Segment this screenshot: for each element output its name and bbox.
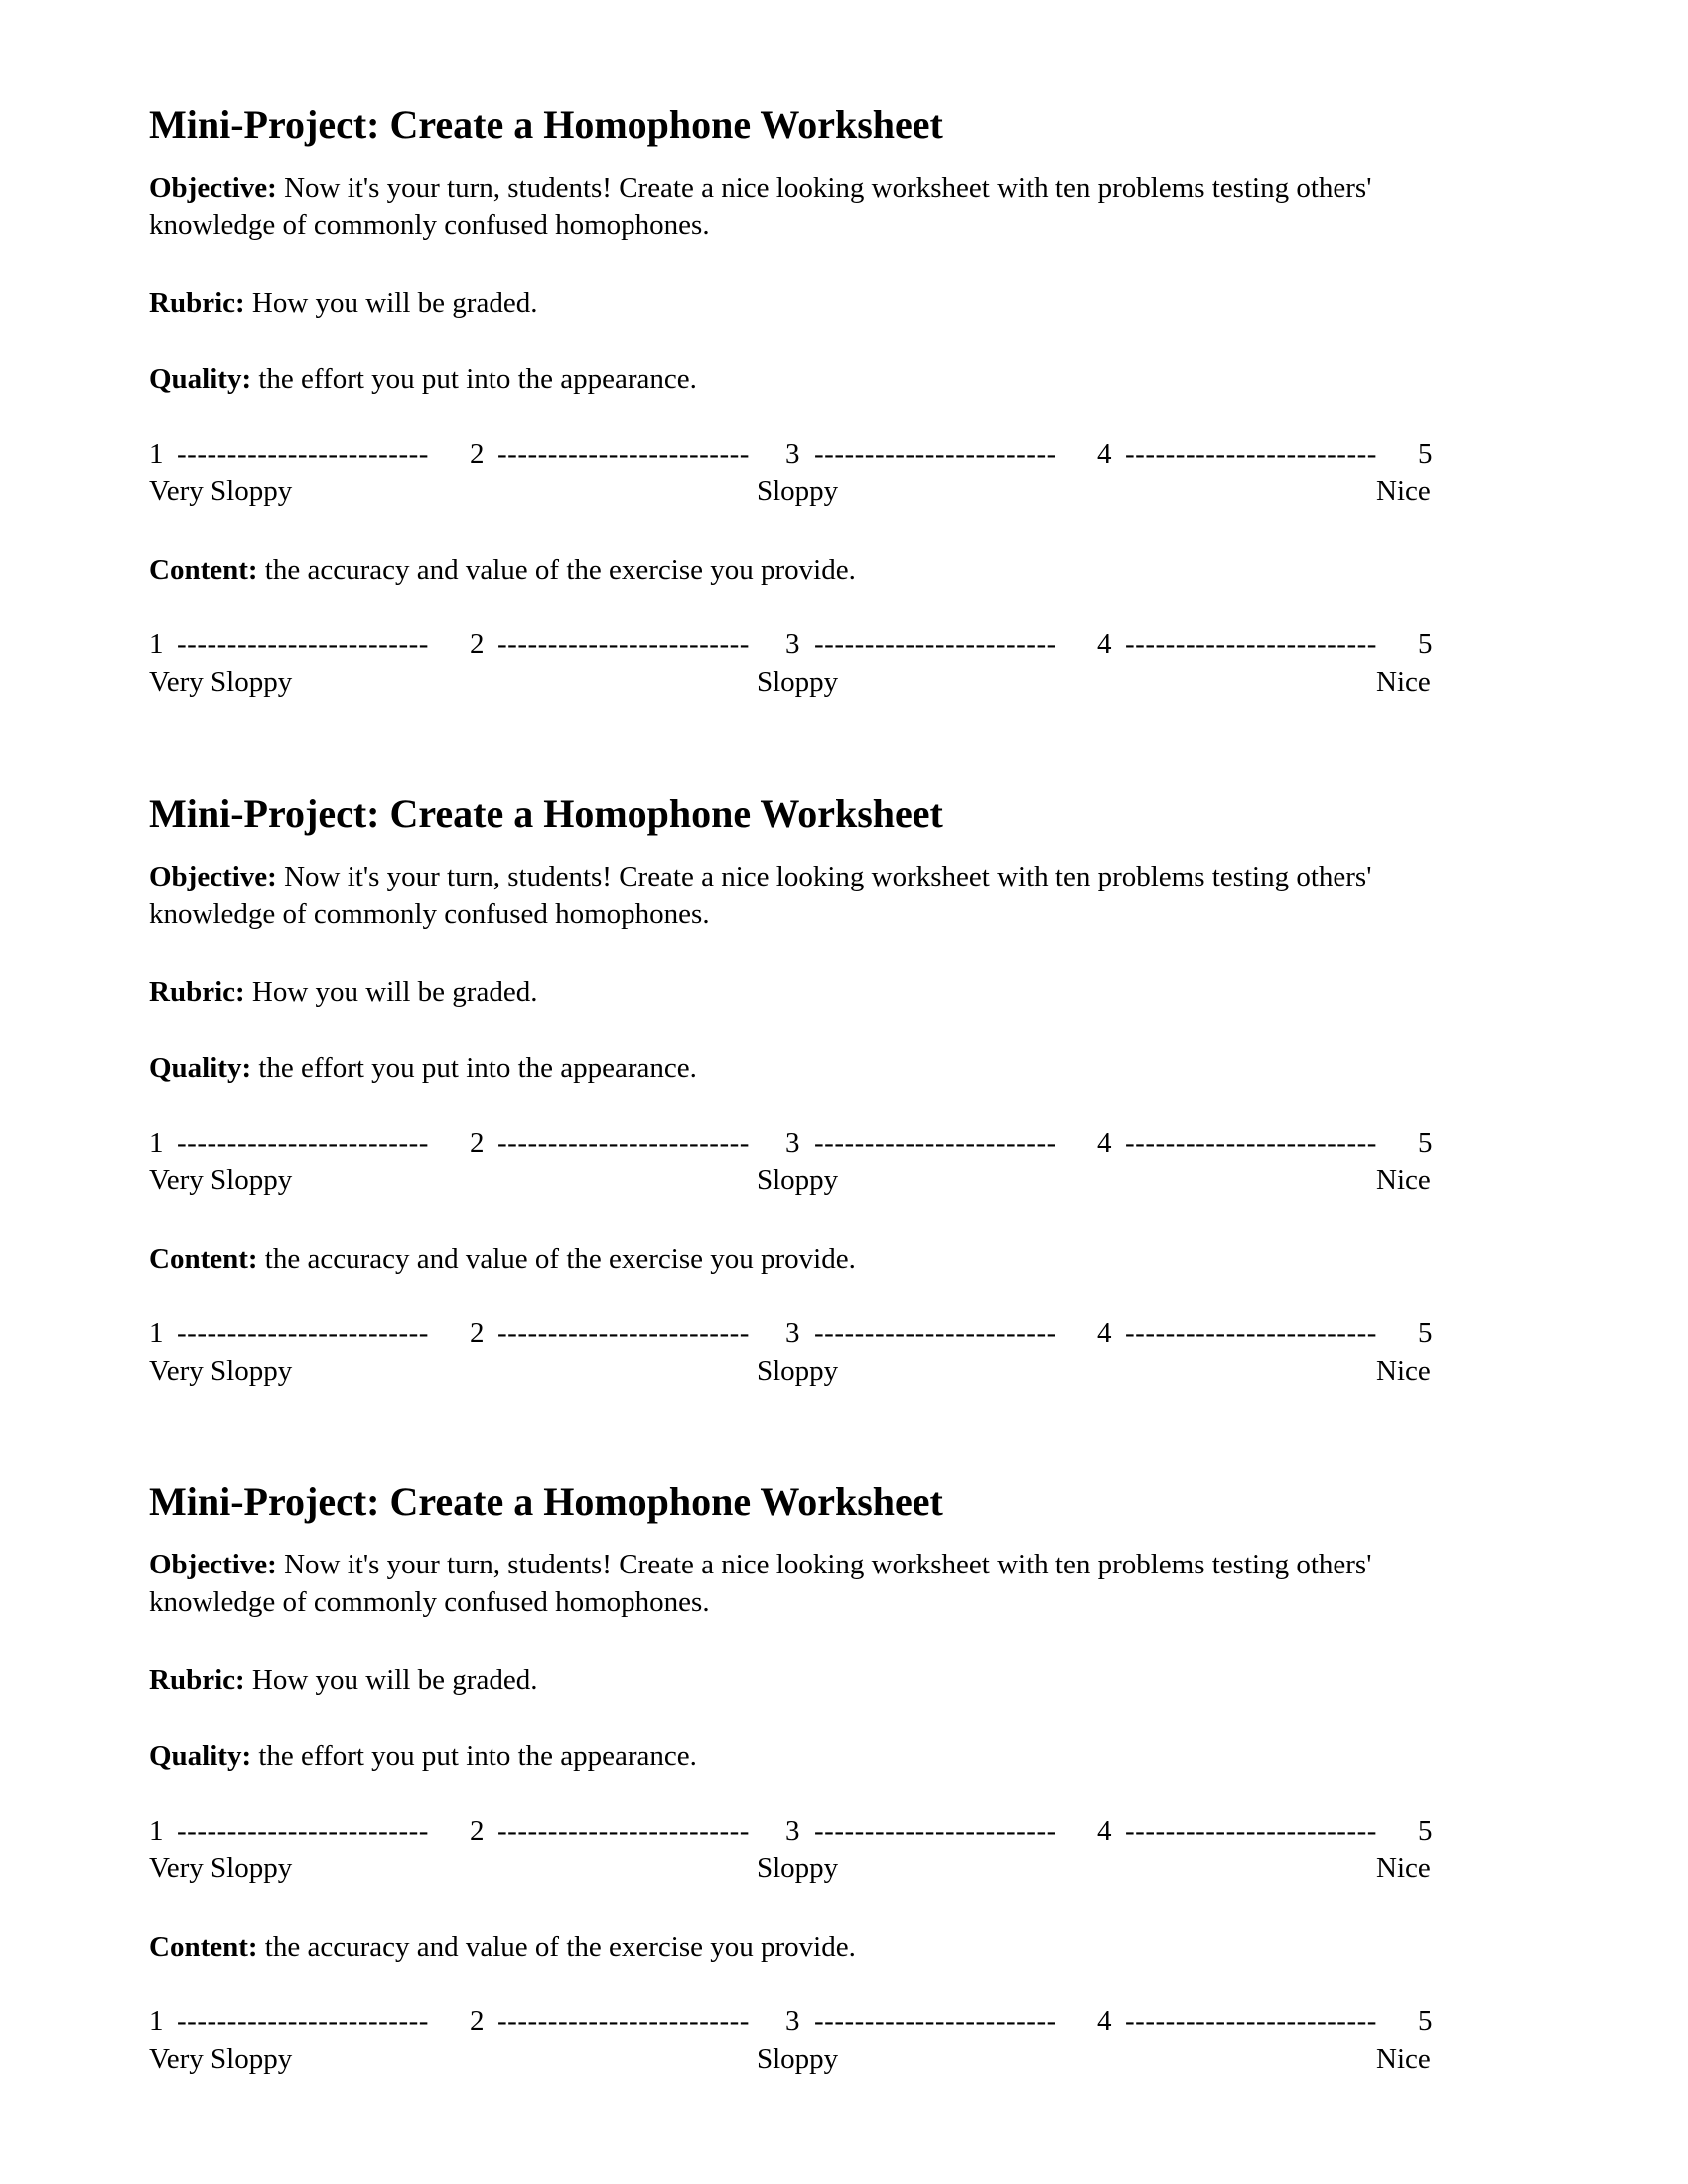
scale-dashes-2: ------------------------- <box>497 1127 750 1159</box>
scale-number-5: 5 <box>1418 438 1433 470</box>
scale-dashes-2: ------------------------- <box>497 438 750 470</box>
scale-label-nice: Nice <box>1376 1164 1431 1196</box>
rubric-paragraph <box>149 973 1440 1011</box>
scale-label-nice: Nice <box>1376 666 1431 698</box>
rubric-text: How you will be graded. <box>244 1664 538 1696</box>
scale-label-nice: Nice <box>1376 1355 1431 1387</box>
scale-labels <box>149 1352 1440 1390</box>
scale-number-5: 5 <box>1418 628 1433 660</box>
rubric-text: How you will be graded. <box>244 976 538 1008</box>
scale-number-5: 5 <box>1418 1815 1433 1846</box>
scale-line <box>149 1124 1440 1161</box>
scale-label-very-sloppy: Very Sloppy <box>149 476 293 507</box>
scale-dashes-3: ------------------------ <box>814 1127 1056 1159</box>
scale-label-nice: Nice <box>1376 1852 1431 1884</box>
scale-dashes-4: ------------------------- <box>1125 438 1377 470</box>
rubric-paragraph <box>149 284 1440 322</box>
worksheet-block-1 <box>149 99 1440 698</box>
content-scale <box>149 1314 1440 1390</box>
scale-number-1: 1 <box>149 2005 164 2037</box>
rubric-label: Rubric: <box>149 976 245 1008</box>
scale-number-4: 4 <box>1097 438 1112 470</box>
scale-labels <box>149 663 1440 701</box>
quality-scale <box>149 435 1440 510</box>
scale-labels <box>149 2040 1440 2078</box>
scale-line <box>149 2002 1440 2040</box>
content-label: Content: <box>149 1931 258 1963</box>
scale-label-sloppy: Sloppy <box>757 1355 839 1387</box>
scale-number-4: 4 <box>1097 2005 1112 2037</box>
worksheet-block-2 <box>149 788 1440 1387</box>
scale-dashes-3: ------------------------ <box>814 438 1056 470</box>
scale-dashes-2: ------------------------- <box>497 1815 750 1846</box>
scale-number-1: 1 <box>149 1815 164 1846</box>
quality-text: the effort you put into the appearance. <box>251 363 697 395</box>
scale-dashes-3: ------------------------ <box>814 1815 1056 1846</box>
scale-number-2: 2 <box>470 438 485 470</box>
content-label: Content: <box>149 554 258 586</box>
quality-label: Quality: <box>149 1740 252 1772</box>
scale-dashes-4: ------------------------- <box>1125 1127 1377 1159</box>
scale-number-1: 1 <box>149 628 164 660</box>
scale-number-4: 4 <box>1097 1317 1112 1349</box>
content-text: the accuracy and value of the exercise you provide. <box>257 1243 856 1275</box>
quality-paragraph <box>149 360 1440 398</box>
scale-dashes-1: ------------------------- <box>177 438 429 470</box>
quality-scale <box>149 1812 1440 1887</box>
scale-dashes-2: ------------------------- <box>497 628 750 660</box>
scale-dashes-1: ------------------------- <box>177 628 429 660</box>
scale-label-very-sloppy: Very Sloppy <box>149 666 293 698</box>
objective-paragraph <box>149 1546 1440 1621</box>
worksheet-title: Mini-Project: Create a Homophone Worksheet <box>149 791 943 836</box>
scale-label-sloppy: Sloppy <box>757 1852 839 1884</box>
scale-number-4: 4 <box>1097 1127 1112 1159</box>
scale-label-sloppy: Sloppy <box>757 1164 839 1196</box>
scale-dashes-1: ------------------------- <box>177 1815 429 1846</box>
content-paragraph <box>149 1928 1440 1966</box>
scale-number-5: 5 <box>1418 2005 1433 2037</box>
scale-dashes-1: ------------------------- <box>177 1127 429 1159</box>
scale-number-1: 1 <box>149 438 164 470</box>
scale-number-2: 2 <box>470 1815 485 1846</box>
quality-paragraph <box>149 1737 1440 1775</box>
scale-dashes-4: ------------------------- <box>1125 2005 1377 2037</box>
worksheet-title: Mini-Project: Create a Homophone Worksheet <box>149 1479 943 1524</box>
content-paragraph <box>149 1240 1440 1278</box>
scale-line <box>149 1314 1440 1352</box>
objective-text: Now it's your turn, students! Create a nice looking worksheet with ten problems testing others' knowledge of commonly confused homophones. <box>149 861 1372 930</box>
quality-text: the effort you put into the appearance. <box>251 1740 697 1772</box>
scale-number-2: 2 <box>470 1127 485 1159</box>
scale-dashes-2: ------------------------- <box>497 2005 750 2037</box>
scale-labels <box>149 1849 1440 1887</box>
objective-paragraph <box>149 858 1440 933</box>
scale-line <box>149 625 1440 663</box>
scale-number-4: 4 <box>1097 628 1112 660</box>
rubric-label: Rubric: <box>149 1664 245 1696</box>
objective-paragraph <box>149 169 1440 244</box>
quality-text: the effort you put into the appearance. <box>251 1052 697 1084</box>
scale-label-sloppy: Sloppy <box>757 666 839 698</box>
scale-number-3: 3 <box>785 1815 800 1846</box>
scale-number-4: 4 <box>1097 1815 1112 1846</box>
scale-number-2: 2 <box>470 1317 485 1349</box>
scale-dashes-3: ------------------------ <box>814 1317 1056 1349</box>
scale-number-5: 5 <box>1418 1127 1433 1159</box>
quality-scale <box>149 1124 1440 1199</box>
scale-dashes-4: ------------------------- <box>1125 1317 1377 1349</box>
scale-dashes-2: ------------------------- <box>497 1317 750 1349</box>
scale-number-1: 1 <box>149 1127 164 1159</box>
scale-number-3: 3 <box>785 1317 800 1349</box>
quality-label: Quality: <box>149 363 252 395</box>
scale-dashes-1: ------------------------- <box>177 2005 429 2037</box>
scale-dashes-3: ------------------------ <box>814 2005 1056 2037</box>
objective-label: Objective: <box>149 1549 277 1580</box>
objective-label: Objective: <box>149 861 277 892</box>
scale-dashes-4: ------------------------- <box>1125 628 1377 660</box>
scale-dashes-1: ------------------------- <box>177 1317 429 1349</box>
worksheet-block-3 <box>149 1476 1440 2075</box>
scale-label-very-sloppy: Very Sloppy <box>149 1355 293 1387</box>
scale-number-3: 3 <box>785 628 800 660</box>
scale-dashes-3: ------------------------ <box>814 628 1056 660</box>
rubric-label: Rubric: <box>149 287 245 319</box>
quality-label: Quality: <box>149 1052 252 1084</box>
scale-label-nice: Nice <box>1376 476 1431 507</box>
scale-number-1: 1 <box>149 1317 164 1349</box>
scale-label-very-sloppy: Very Sloppy <box>149 1164 293 1196</box>
objective-text: Now it's your turn, students! Create a nice looking worksheet with ten problems testing others' knowledge of commonly confused homophones. <box>149 1549 1372 1618</box>
content-scale <box>149 2002 1440 2078</box>
content-paragraph <box>149 551 1440 589</box>
scale-number-5: 5 <box>1418 1317 1433 1349</box>
scale-number-2: 2 <box>470 2005 485 2037</box>
content-label: Content: <box>149 1243 258 1275</box>
scale-number-3: 3 <box>785 1127 800 1159</box>
scale-labels <box>149 1161 1440 1199</box>
scale-label-sloppy: Sloppy <box>757 476 839 507</box>
scale-label-very-sloppy: Very Sloppy <box>149 2043 293 2075</box>
scale-number-3: 3 <box>785 438 800 470</box>
scale-labels <box>149 473 1440 510</box>
rubric-text: How you will be graded. <box>244 287 538 319</box>
objective-text: Now it's your turn, students! Create a nice looking worksheet with ten problems testing others' knowledge of commonly confused homophones. <box>149 172 1372 241</box>
content-text: the accuracy and value of the exercise you provide. <box>257 554 856 586</box>
content-text: the accuracy and value of the exercise you provide. <box>257 1931 856 1963</box>
objective-label: Objective: <box>149 172 277 204</box>
rubric-paragraph <box>149 1661 1440 1699</box>
scale-label-nice: Nice <box>1376 2043 1431 2075</box>
scale-dashes-4: ------------------------- <box>1125 1815 1377 1846</box>
quality-paragraph <box>149 1049 1440 1087</box>
scale-number-2: 2 <box>470 628 485 660</box>
scale-label-sloppy: Sloppy <box>757 2043 839 2075</box>
scale-line <box>149 435 1440 473</box>
scale-line <box>149 1812 1440 1849</box>
scale-number-3: 3 <box>785 2005 800 2037</box>
content-scale <box>149 625 1440 701</box>
worksheet-title: Mini-Project: Create a Homophone Worksheet <box>149 102 943 147</box>
scale-label-very-sloppy: Very Sloppy <box>149 1852 293 1884</box>
